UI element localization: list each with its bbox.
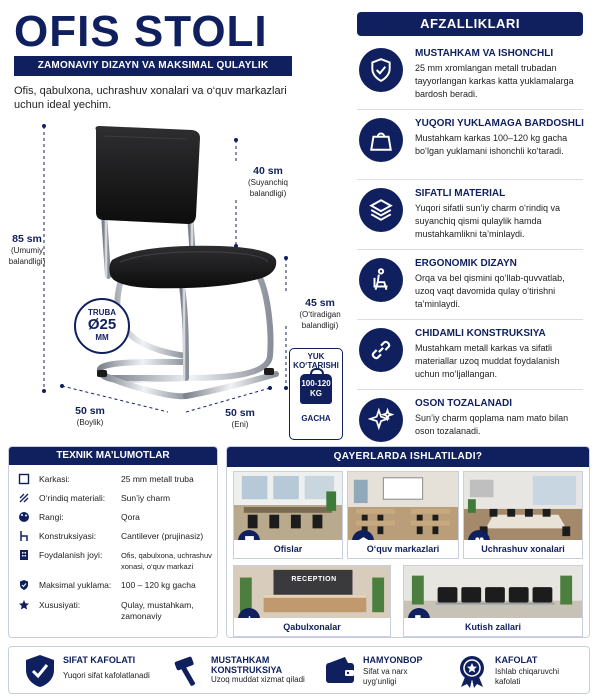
shield-check-icon <box>359 48 403 92</box>
waiting-hall-photo <box>404 566 582 618</box>
palette-icon <box>18 511 30 523</box>
chain-link-icon <box>359 328 403 372</box>
reception-photo <box>234 566 390 618</box>
advantage-item: SIFATLI MATERIAL Yuqori sifatli sun’iy charm o‘rindiq va suyanchiq qismi qulaylik hamda mustahkamlikni ta’minlaydi. <box>357 184 583 250</box>
advantage-item: OSON TOZALANADI Sun’iy charm qoplama nam mato bilan oson tozalanadi. <box>357 394 583 460</box>
place-card-education: O‘quv markazlari <box>347 471 459 559</box>
shield-badge-icon <box>23 653 57 689</box>
sparkle-icon <box>359 398 403 442</box>
building-icon <box>18 549 30 561</box>
footer-item: MUSTAHKAM KONSTRUKSIYA Uzoq muddat xizmat qiladi <box>171 651 311 691</box>
dim-width: 50 sm (Eni) <box>225 407 255 429</box>
places-title: QAYERLARDA ISHLATILADI? <box>227 447 589 467</box>
place-card-office: Ofislar <box>233 471 343 559</box>
tube-diameter-badge: TRUBA Ø25 MM <box>74 298 130 354</box>
weight-icon <box>359 118 403 162</box>
star-icon <box>18 599 30 611</box>
footer-item: SIFAT KAFOLATI Yuqori sifat kafolatlanadi <box>23 651 153 691</box>
reception-sign: RECEPTION <box>291 576 337 583</box>
footer-item: HAMYONBOP Sifat va narx uyg‘unligi <box>323 651 443 691</box>
usage-places-panel <box>226 446 590 638</box>
advantages-title: AFZALLIKLARI <box>357 12 583 36</box>
dim-seat-height: 45 sm (O‘tiradigan balandligi) <box>299 297 341 330</box>
advantage-item: YUQORI YUKLAMAGA BARDOSHLI Mustahkam karkas 100–120 kg gacha bo‘lgan yuklamani ishonchli ko‘taradi. <box>357 114 583 180</box>
weight-icon: 100-120 KG <box>300 374 332 404</box>
dim-backrest-height: 40 sm (Suyanchiq balandligi) <box>247 165 289 198</box>
dim-total-height: 85 sm (Umumiy balandligi) <box>8 233 46 266</box>
load-capacity-badge: YUK KO‘TARISHI 100-120 KG GACHA <box>289 348 343 440</box>
check-shield-icon <box>18 579 30 591</box>
wallet-icon <box>323 653 357 689</box>
subtitle-banner: ZAMONAVIY DIZAYN VA MAKSIMAL QULAYLIK <box>14 56 292 76</box>
advantage-item: ERGONOMIK DIZAYN Orqa va bel qismini qo‘llab-quvvatlab, uzoq vaqt davomida qulay o‘tirishni ta’minlaydi. <box>357 254 583 320</box>
place-card-reception: RECEPTION Qabulxonalar <box>233 565 391 637</box>
footer-benefits <box>8 646 590 694</box>
layers-icon <box>359 188 403 232</box>
place-card-waiting: Kutish zallari <box>403 565 583 637</box>
construction-icon <box>18 530 30 542</box>
frame-icon <box>18 473 30 485</box>
dim-depth: 50 sm (Boylik) <box>75 405 105 427</box>
material-icon <box>18 492 30 504</box>
advantage-item: CHIDAMLI KONSTRUKSIYA Mustahkam metall karkas va sifatli materiallar uzoq muddat foydalanish uchun mo‘ljallangan. <box>357 324 583 390</box>
page-title: OFIS STOLI <box>14 7 268 56</box>
intro-text: Ofis, qabulxona, uchrashuv xonalari va o‘quv markazlari uchun ideal yechim. <box>14 85 287 111</box>
technical-specs-panel: TEXNIK MA’LUMOTLAR Karkasi: 25 mm metall truba O‘rindiq materiali: Sun’iy charm Rangi: Qora Konstruksiyasi: Cantilever (prujinasiz) Foydalanish joyi: Ofis, qabulxona, uchrashuv xonasi, o‘quv markazi Maksimal yuklama: 100 – 120 kg gacha Xususiyati: Qulay, mustahkam, zamonaviy <box>8 446 218 638</box>
hammer-icon <box>171 653 205 689</box>
ergonomic-icon <box>359 258 403 302</box>
advantage-item: MUSTAHKAM VA ISHONCHLI 25 mm xromlangan metall trubadan tayyorlangan karkas katta yuklamalarga bardosh beradi. <box>357 44 583 110</box>
medal-icon <box>455 653 489 689</box>
place-card-meeting: Uchrashuv xonalari <box>463 471 583 559</box>
footer-item: KAFOLAT Ishlab chiqaruvchi kafolati <box>455 651 585 691</box>
specs-title: TEXNIK MA’LUMOTLAR <box>9 447 217 465</box>
